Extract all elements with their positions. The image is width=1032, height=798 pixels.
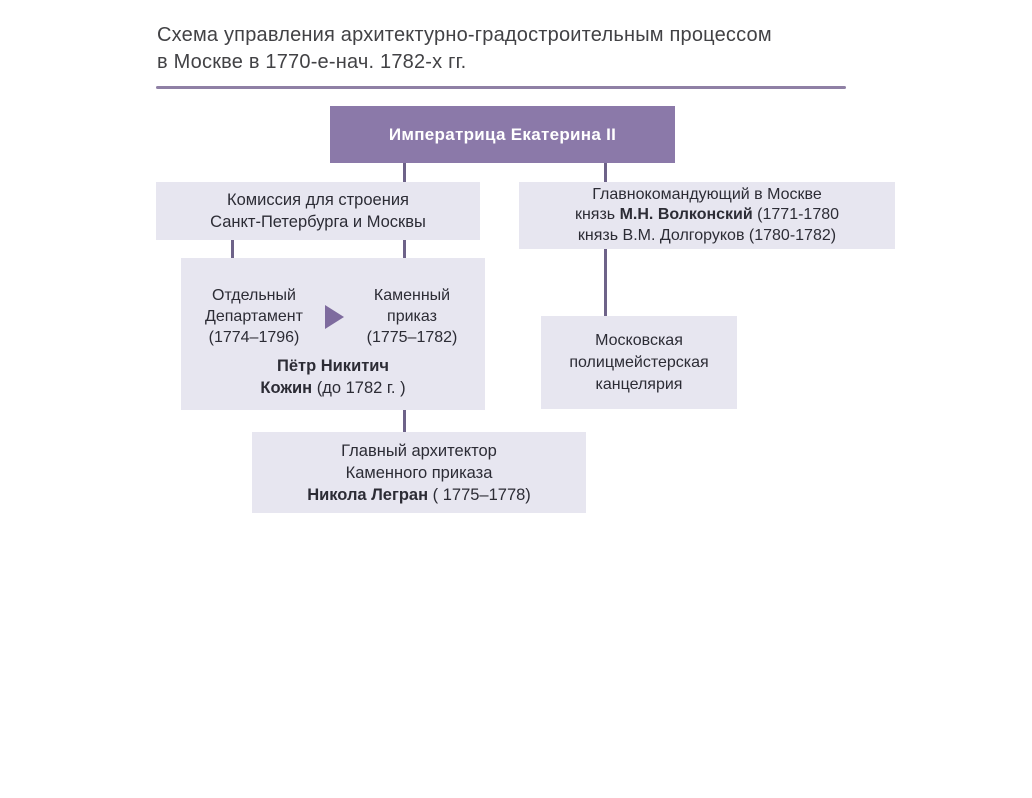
connector-commission-department-left: [231, 240, 234, 258]
dept-right-line1: Каменный: [373, 287, 451, 304]
node-chief-architect: [252, 432, 586, 513]
dept-right-line3: (1775–1782): [366, 329, 458, 346]
commander-line1: Главнокомандующий в Москве: [592, 185, 822, 203]
police-line2: полицмейстерская: [569, 353, 709, 371]
connector-department-architect: [403, 410, 406, 432]
commander-volkonsky-name: М.Н. Волконский: [619, 206, 753, 224]
empress-label: Императрица Екатерина II: [388, 124, 617, 144]
commander-line2: [519, 205, 895, 226]
architect-line3: [252, 484, 586, 506]
connector-empress-commission: [403, 163, 406, 182]
connector-empress-commander: [604, 163, 607, 182]
commission-line2: Санкт-Петербурга и Москвы: [210, 213, 426, 231]
node-commission: [156, 182, 480, 240]
page-title-line2: в Москве в 1770-е-нач. 1782-х гг.: [157, 51, 467, 73]
page-title: [157, 22, 772, 76]
architect-name: Никола Легран: [307, 485, 429, 504]
dept-right-line2: приказ: [387, 308, 437, 325]
dept-head-surname: Кожин: [260, 379, 313, 397]
dept-head-line2: [181, 377, 485, 399]
commander-volkonsky-dates: (1771-1780: [752, 206, 840, 224]
connector-commander-police: [604, 249, 607, 316]
node-empress: [330, 106, 675, 163]
police-line1: Московская: [595, 331, 683, 349]
title-divider: [156, 86, 846, 89]
dept-left-line3: (1774–1796): [208, 329, 300, 346]
node-police-office: [541, 316, 737, 409]
dept-left-line1: Отдельный: [212, 287, 296, 304]
commission-line1: Комиссия для строения: [227, 191, 409, 209]
dept-left-line2: Департамент: [205, 308, 303, 325]
department-columns: [181, 285, 485, 348]
arrow-right-icon: [325, 305, 344, 329]
architect-line1: Главный архитектор: [341, 441, 497, 460]
dept-head-dates: (до 1782 г. ): [312, 379, 406, 397]
node-department: [181, 258, 485, 410]
page-title-line1: Схема управления архитектурно-градостроительным процессом: [157, 24, 772, 46]
architect-dates: ( 1775–1778): [428, 485, 531, 504]
dept-left-col: [192, 285, 317, 348]
node-commander: [519, 182, 895, 249]
commander-line3: князь В.М. Долгоруков (1780-1782): [577, 226, 837, 244]
connector-commission-department-right: [403, 240, 406, 258]
police-line3: канцелярия: [595, 375, 683, 393]
architect-line2: Каменного приказа: [345, 463, 493, 482]
dept-right-col: [350, 285, 475, 348]
department-head: [181, 355, 485, 399]
commander-volkonsky-prefix: князь: [574, 206, 620, 224]
dept-head-line1: Пётр Никитич: [276, 357, 390, 375]
